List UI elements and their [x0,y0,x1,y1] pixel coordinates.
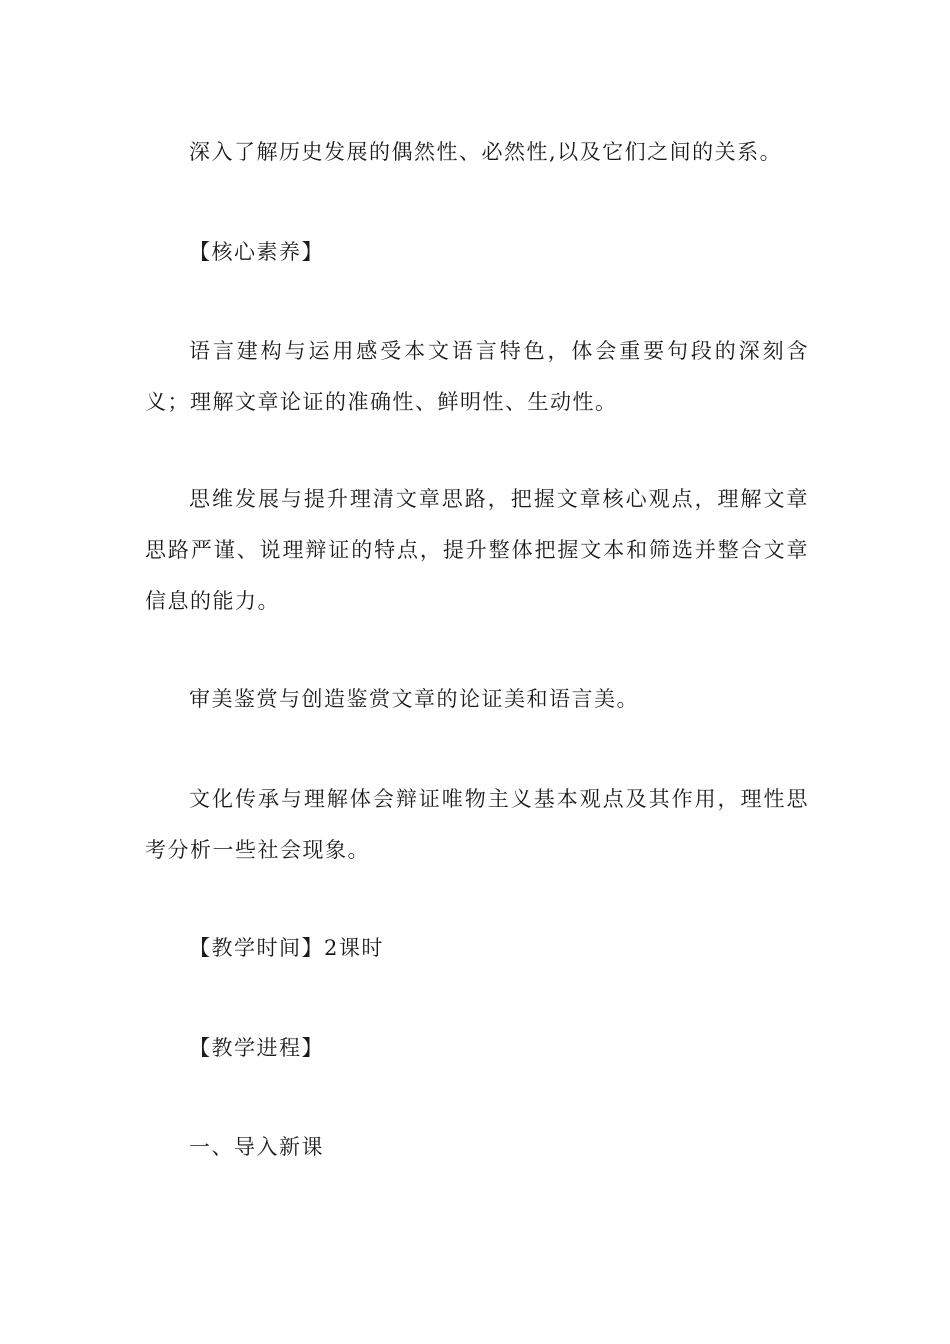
intro-objective-paragraph: 深入了解历史发展的偶然性、必然性,以及它们之间的关系。 [189,140,783,164]
teaching-process-heading: 【教学进程】 [189,1036,324,1060]
language-construction-paragraph: 语言建构与运用感受本文语言特色，体会重要句段的深刻含义；理解文章论证的准确性、鲜明性、生动性。 [145,339,809,414]
aesthetic-appreciation-paragraph: 审美鉴赏与创造鉴赏文章的论证美和语言美。 [189,687,639,711]
teaching-time-heading: 【教学时间】2课时 [189,936,384,960]
cultural-inheritance-paragraph: 文化传承与理解体会辩证唯物主义基本观点及其作用，理性思考分析一些社会现象。 [145,787,809,862]
section-one-heading: 一、导入新课 [189,1135,324,1159]
thinking-development-paragraph: 思维发展与提升理清文章思路，把握文章核心观点，理解文章思路严谨、说理辩证的特点，提升整体把握文本和筛选并整合文章信息的能力。 [145,487,809,613]
core-literacy-heading: 【核心素养】 [189,240,324,264]
